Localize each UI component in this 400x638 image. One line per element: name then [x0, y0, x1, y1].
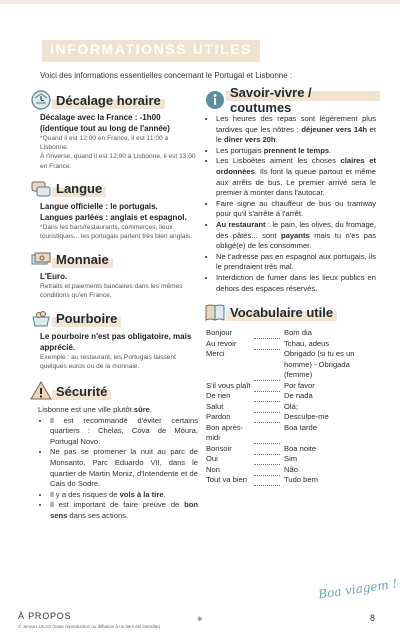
vocab-row	[206, 328, 376, 339]
vocab-row	[206, 412, 376, 423]
vocab-row	[206, 391, 376, 402]
vocab-leader	[254, 328, 280, 339]
vocab-leader	[254, 402, 280, 413]
vocab-row	[206, 444, 376, 455]
vocab-pt: Boa tarde	[284, 422, 317, 432]
langue-line1: Langue officielle : le portugais.	[40, 201, 158, 211]
vocab-table	[206, 328, 376, 486]
vocab-pt: Boa noite	[284, 443, 317, 453]
list-item: • Ne pas se promener la nuit au parc de Monsanto, Parc Eduardo VII, dans le quartier de Martin Moniz, d'Intendente et de Cais do Sodre.	[50, 447, 198, 489]
vocab-row	[206, 402, 376, 413]
info-icon	[204, 89, 226, 111]
section-title: Sécurité	[56, 383, 108, 399]
section-monnaie	[30, 247, 198, 300]
footer-copyright: © Jenna LUCAS (toute reproduction ou diffusion à un tiers est interdite)	[18, 624, 161, 629]
vocab-leader	[254, 423, 280, 444]
section-decalage	[30, 88, 198, 171]
vocab-leader	[254, 412, 280, 423]
vocab-fr: Salut	[206, 401, 224, 411]
vocab-row	[206, 423, 376, 444]
decalage-note1: *Quand il est 12:00 en France, il est 11:00 à Lisbonne.	[40, 135, 169, 152]
decalage-note2: À l'inverse, quand il est 12:00 à Lisbonne, il est 13:00 en France.	[40, 153, 196, 170]
list-item: • Les Lisboètes aiment les choses claires et ordonnées. Ils font la queue partout et même aux arrêts de bus. Le premier arrivé sera le premier à monter dans l'autocar.	[216, 156, 376, 198]
vocab-fr: Oui	[206, 454, 218, 464]
decalage-line2: (identique tout au long de l'année)	[40, 124, 170, 133]
list-item: • Il y a des risques de vols à la tire.	[50, 490, 198, 501]
section-vocabulaire	[204, 300, 376, 486]
section-securite	[30, 379, 198, 522]
securite-intro: Lisbonne est une ville plutôt sûre.	[38, 405, 153, 415]
intro-text: Voici des informations essentielles concernant le Portugal et Lisbonne :	[40, 71, 293, 80]
vocab-pt: Desculpe-me	[284, 412, 329, 422]
vocab-fr: Non	[206, 464, 220, 474]
vocab-row	[206, 465, 376, 476]
monnaie-note: Retraits et paiements bancaires dans les mêmes conditions qu'en France.	[40, 283, 183, 300]
section-title: Pourboire	[56, 311, 118, 327]
vocab-fr: Pardon	[206, 412, 231, 422]
money-icon	[30, 248, 52, 270]
vocab-fr: Merci	[206, 349, 225, 359]
section-pourboire	[30, 307, 198, 371]
vocab-leader	[254, 454, 280, 465]
vocab-pt: Olá;	[284, 401, 298, 411]
vocab-row	[206, 339, 376, 350]
vocab-pt: Sim	[284, 454, 298, 464]
list-item: • Ne t'adresse pas en espagnol aux portugais, ils le prendraient très mal.	[216, 252, 376, 273]
list-item: • Interdiction de fumer dans les lieux publics en dehors des espaces réservés.	[216, 273, 376, 294]
right-column	[204, 85, 376, 486]
globe-clock-icon	[30, 89, 52, 111]
vocab-leader	[254, 339, 280, 350]
vocab-pt: Por favor	[284, 380, 315, 390]
pourboire-line1: Le pourboire n'est pas obligatoire, mais apprécié.	[40, 331, 192, 352]
vocab-fr: De rien	[206, 391, 231, 401]
vocab-pt: Obrigado (si tu es un homme) - Obrigada (femme)	[284, 349, 355, 380]
list-item: • Les portugais prennent le temps.	[216, 146, 376, 157]
speech-bubble-icon	[30, 178, 52, 200]
vocab-fr: Bonjour	[206, 328, 233, 338]
vocab-leader	[254, 349, 280, 381]
decalage-line1: Décalage avec la France : -1h00	[40, 113, 161, 122]
list-item: • Au restaurant : le pain, les olives, du fromage, des pâtés... sont payants mais tu n'es pas obligé(e) de les consommer.	[216, 220, 376, 252]
section-title: Monnaie	[56, 251, 109, 267]
section-title: Décalage horaire	[56, 92, 161, 108]
warning-icon	[30, 380, 52, 402]
vocab-fr: Au revoir	[206, 338, 237, 348]
section-langue	[30, 177, 198, 241]
tip-jar-icon	[30, 308, 52, 330]
vocab-row	[206, 381, 376, 392]
section-title: Savoir-vivre / coutumes	[230, 85, 376, 115]
savoir-list	[204, 114, 376, 294]
pourboire-note: Exemple : au restaurant, les Portugais laissent quelques euros ou de la monnaie.	[40, 353, 176, 370]
langue-line2: Langues parlées : anglais et espagnol.	[40, 212, 187, 222]
vocab-fr: Bonsoir	[206, 443, 232, 453]
list-item: • Faire signe au chauffeur de bus ou tramway pour qu'il s'arrête à l'arrêt.	[216, 199, 376, 220]
vocab-row	[206, 454, 376, 465]
vocab-pt: Tudo bem	[284, 475, 318, 485]
star-icon: ✶	[196, 614, 204, 624]
vocab-pt: Não	[284, 464, 298, 474]
list-item: • Il est important de faire preuve de bon sens dans ses actions.	[50, 500, 198, 521]
list-item: • Les heures des repas sont légèrement plus tardives que les nôtres : déjeuner vers 14h et le dîner vers 20h.	[216, 114, 376, 146]
section-title: Vocabulaire utile	[230, 304, 334, 320]
vocab-leader	[254, 391, 280, 402]
vocab-pt: Tchau, adeus	[284, 338, 330, 348]
left-column	[30, 88, 198, 522]
section-title: Langue	[56, 181, 103, 197]
vocab-leader	[254, 444, 280, 455]
vocab-row	[206, 349, 376, 381]
vocab-fr: S'il vous plaît	[206, 380, 251, 390]
signature: Boa viagem !	[317, 576, 399, 602]
securite-list	[38, 416, 198, 522]
vocab-fr: Bon après-midi	[206, 422, 244, 443]
vocab-leader	[254, 475, 280, 486]
vocab-leader	[254, 465, 280, 476]
footer-title: À PROPOS	[18, 611, 72, 621]
vocab-leader	[254, 381, 280, 392]
vocab-pt: Bom dia	[284, 328, 312, 338]
monnaie-line1: L'Euro.	[40, 272, 68, 282]
vocab-pt: De nada	[284, 391, 313, 401]
top-border	[0, 0, 400, 4]
list-item: • Il est recommandé d'éviter certains quartiers : Chelas, Cova de Moura, Portugal Novo.	[50, 416, 198, 448]
book-icon	[204, 301, 226, 323]
langue-note: *Dans les bars/restaurants, commerces, lieux touristiques... les portugais parlent très bien anglais.	[40, 223, 193, 241]
section-savoir-vivre	[204, 85, 376, 294]
vocab-fr: Tout va bien	[206, 475, 247, 485]
vocab-row	[206, 475, 376, 486]
page-title: INFORMATIONSS UTILES	[50, 41, 253, 57]
page-number: 8	[370, 613, 376, 623]
